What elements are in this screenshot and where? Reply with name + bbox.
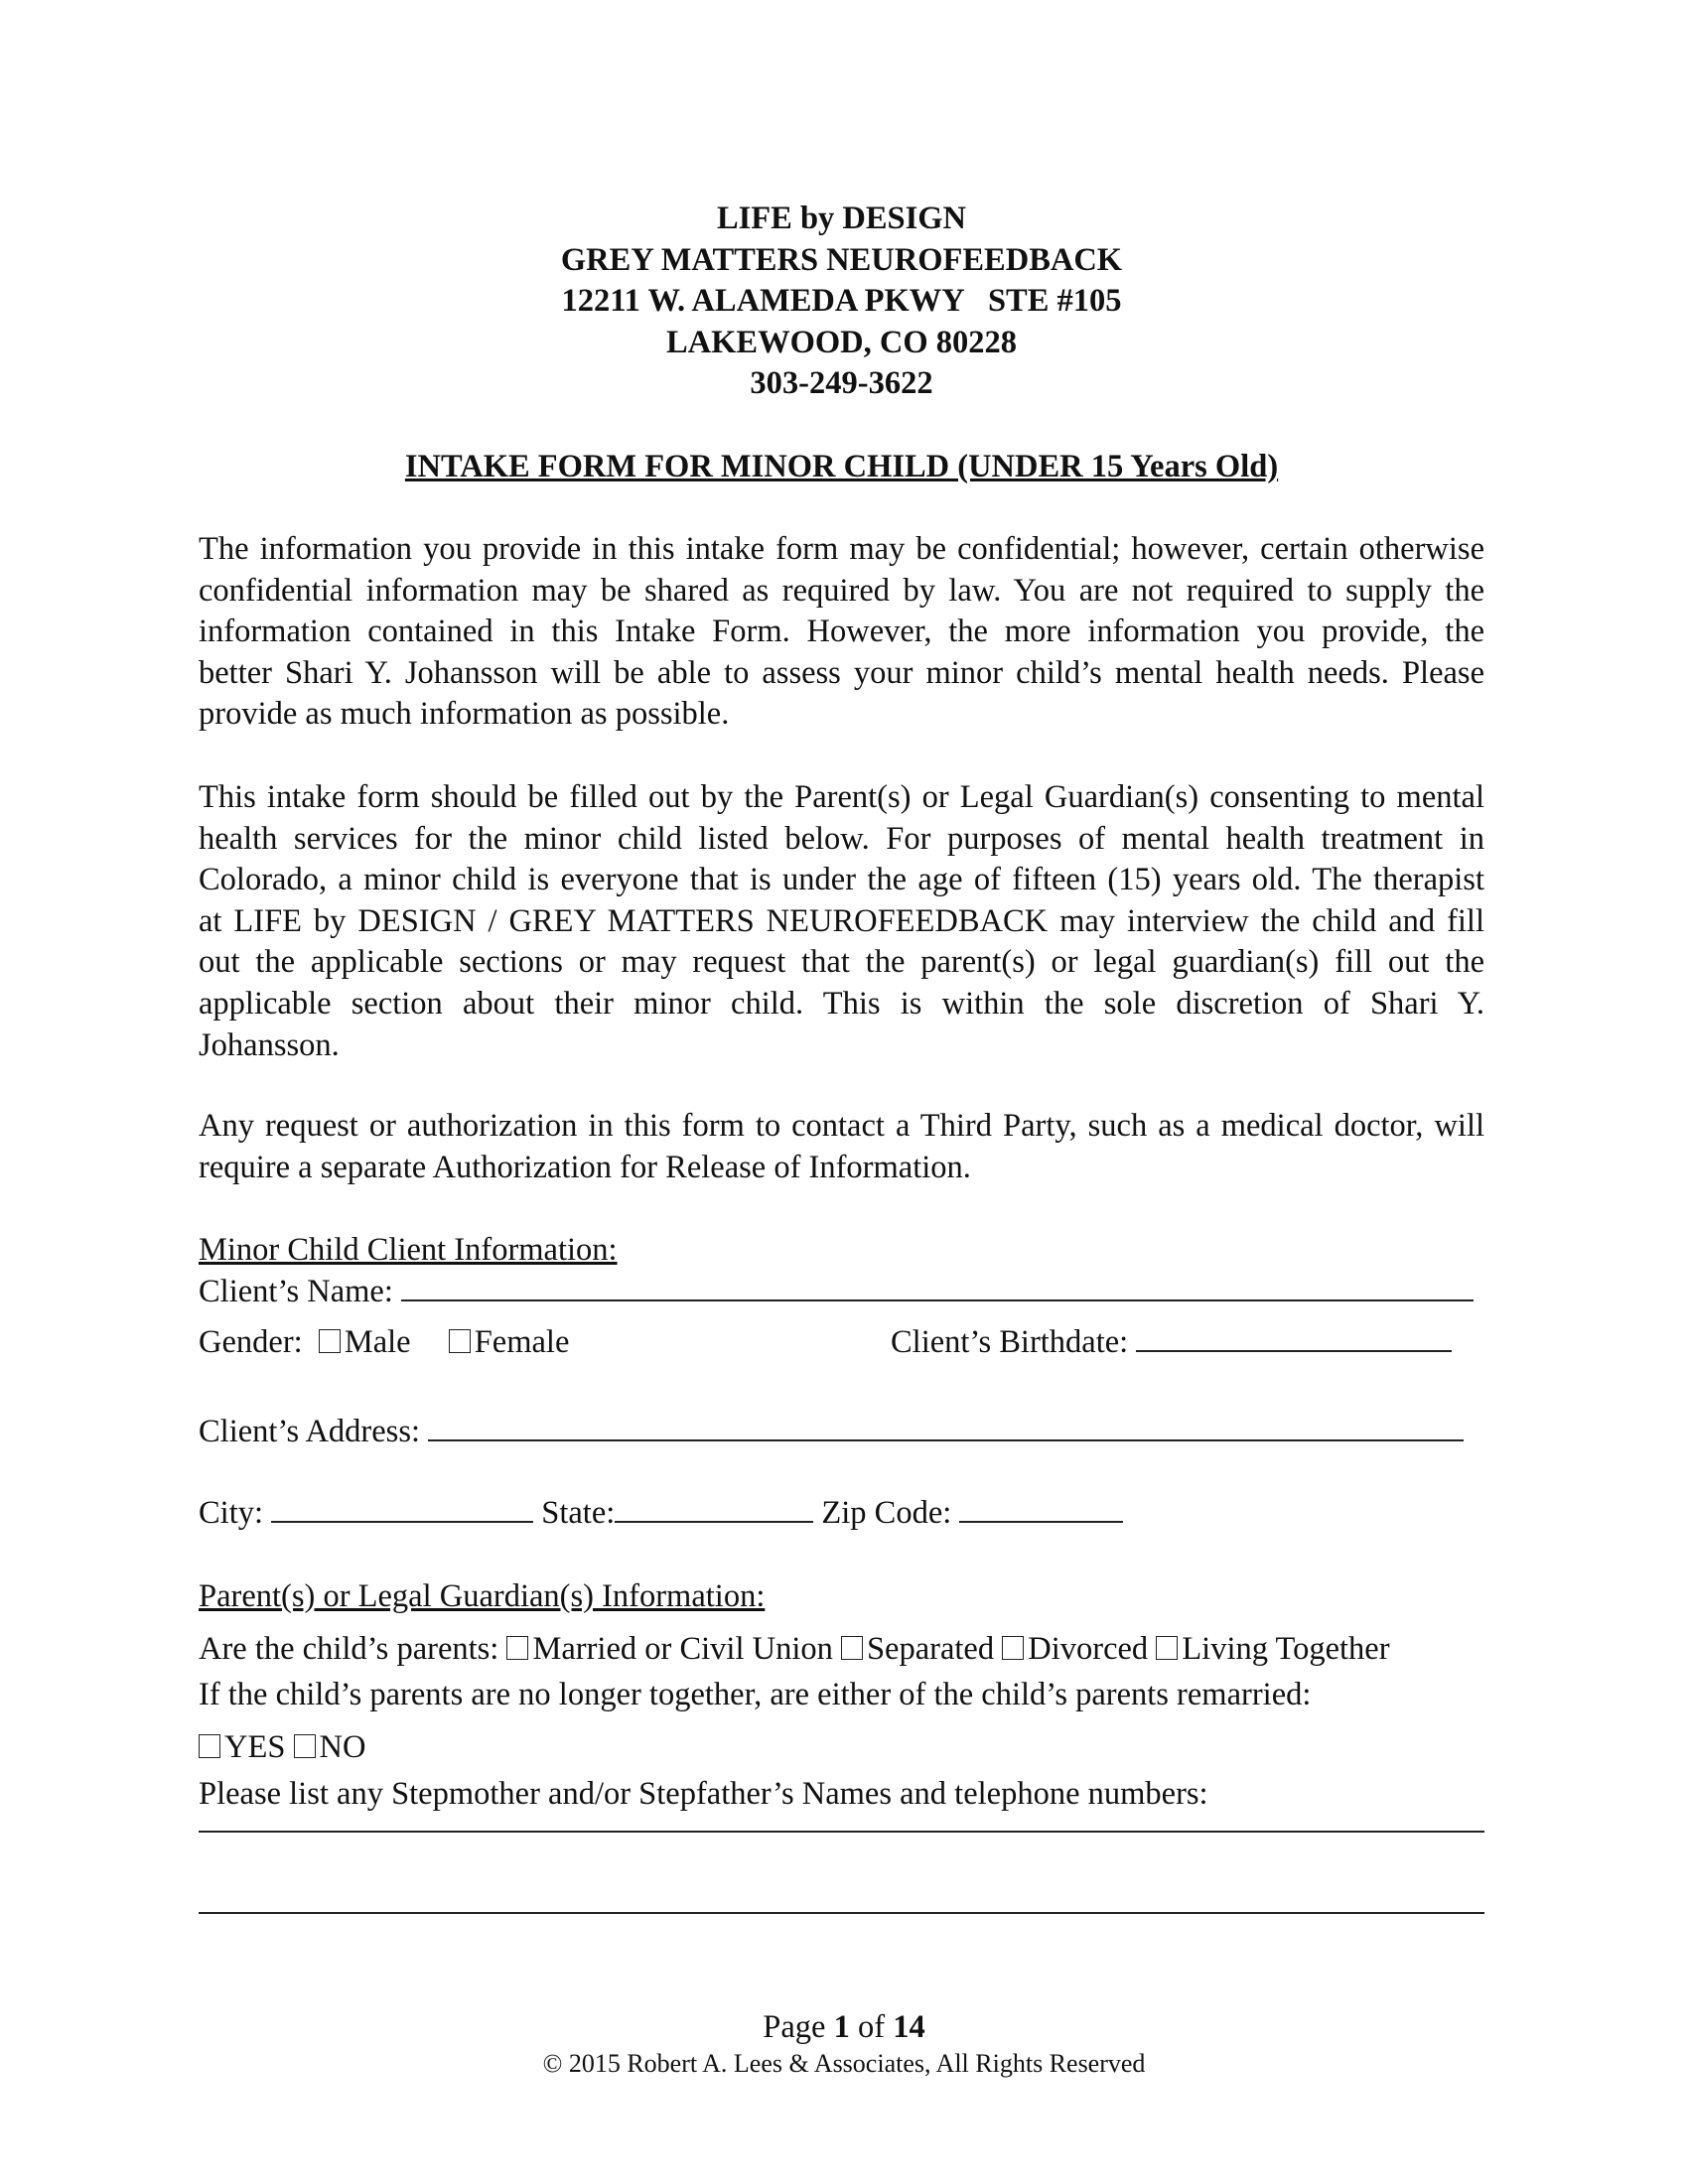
parents-status-label: Are the child’s parents: <box>199 1631 499 1667</box>
divorced-checkbox[interactable] <box>1002 1636 1024 1660</box>
female-checkbox[interactable] <box>449 1329 471 1353</box>
separated-checkbox[interactable] <box>841 1636 863 1660</box>
page-of: of <box>857 2009 886 2045</box>
married-label: Married or Civil Union <box>532 1631 833 1667</box>
letterhead-line: 303-249-3622 <box>750 365 933 402</box>
zip-label: Zip Code: <box>821 1495 952 1531</box>
letterhead <box>199 199 1484 405</box>
step-parents-field-2[interactable] <box>199 1912 1484 1914</box>
total-pages: 14 <box>893 2009 925 2045</box>
page-prefix: Page <box>763 2009 826 2045</box>
address-row <box>199 1412 1484 1453</box>
city-row <box>199 1493 1484 1535</box>
text-line: The information you provide in this intake form may be confidential; however, certain otherwise <box>199 531 1484 567</box>
paragraph-confidentiality <box>199 529 1484 736</box>
remarried-question: If the child’s parents are no longer together, are either of the child’s parents remarried: <box>199 1677 1312 1712</box>
yes-label: YES <box>224 1729 286 1765</box>
letterhead-line: LIFE by DESIGN <box>716 201 967 236</box>
no-label: NO <box>319 1729 366 1765</box>
client-name-label: Client’s Name: <box>199 1274 393 1309</box>
yes-checkbox[interactable] <box>199 1734 220 1758</box>
living-together-label: Living Together <box>1182 1631 1390 1667</box>
city-label: City: <box>199 1495 264 1531</box>
birthdate-label: Client’s Birthdate: <box>891 1324 1129 1360</box>
client-name-field[interactable] <box>401 1272 1474 1301</box>
text-line: Johansson. <box>199 1026 340 1063</box>
text-line: require a separate Authorization for Release of Information. <box>199 1149 971 1185</box>
no-checkbox[interactable] <box>294 1734 316 1758</box>
text-line: This intake form should be filled out by the Parent(s) or Legal Guardian(s) consenting to mental <box>199 779 1484 815</box>
letterhead-line: GREY MATTERS NEUROFEEDBACK <box>560 241 1123 278</box>
text-line: Colorado, a minor child is everyone that is under the age of fifteen (15) years old. The therapist <box>199 862 1484 898</box>
client-name-row <box>199 1272 1484 1313</box>
text-line: Any request or authorization in this form to contact a Third Party, such as a medical doctor, will <box>199 1108 1484 1144</box>
text-line: information contained in this Intake Form. However, the more information you provide, the <box>199 614 1484 650</box>
paragraph-third-party <box>199 1106 1484 1188</box>
text-line: out the applicable sections or may request that the parent(s) or legal guardian(s) fill out the <box>199 944 1484 981</box>
male-checkbox[interactable] <box>319 1329 341 1353</box>
paragraph-who-fills <box>199 777 1484 1066</box>
form-title: INTAKE FORM FOR MINOR CHILD (UNDER 15 Years Old) <box>404 449 1279 484</box>
parents-status-row <box>199 1629 1484 1671</box>
page-number <box>0 2006 1688 2048</box>
step-parents-label: Please list any Stepmother and/or Stepfather’s Names and telephone numbers: <box>199 1776 1208 1812</box>
letterhead-line: LAKEWOOD, CO 80228 <box>665 324 1017 360</box>
female-label: Female <box>474 1324 570 1360</box>
male-label: Male <box>344 1324 411 1360</box>
current-page: 1 <box>833 2009 850 2045</box>
parents-info-heading: Parent(s) or Legal Guardian(s) Information: <box>199 1578 766 1614</box>
text-line: confidential information may be shared as required by law. You are not required to supply the <box>199 572 1484 609</box>
remarried-row <box>199 1727 1484 1769</box>
married-checkbox[interactable] <box>506 1636 528 1660</box>
text-line: applicable section about their minor child. This is within the sole discretion of Shari Y. <box>199 985 1484 1022</box>
copyright: © 2015 Robert A. Lees & Associates, All Rights Reserved <box>542 2049 1146 2078</box>
state-label: State: <box>541 1495 616 1531</box>
letterhead-line: 12211 W. ALAMEDA PKWY STE #105 <box>561 283 1122 320</box>
address-label: Client’s Address: <box>199 1414 420 1449</box>
gender-label: Gender: <box>199 1324 303 1360</box>
birthdate-group <box>891 1322 1452 1364</box>
minor-info-heading: Minor Child Client Information: <box>199 1232 618 1268</box>
city-field[interactable] <box>271 1493 533 1523</box>
text-line: better Shari Y. Johansson will be able to assess your minor child’s mental health needs. Please <box>199 654 1484 691</box>
address-field[interactable] <box>428 1412 1464 1441</box>
living-together-checkbox[interactable] <box>1156 1636 1178 1660</box>
gender-row <box>199 1322 1484 1364</box>
birthdate-field[interactable] <box>1136 1322 1452 1352</box>
text-line: provide as much information as possible. <box>199 696 730 733</box>
separated-label: Separated <box>866 1631 995 1667</box>
text-line: at LIFE by DESIGN / GREY MATTERS NEUROFEEDBACK may interview the child and fill <box>199 902 1484 939</box>
zip-field[interactable] <box>959 1493 1123 1523</box>
state-field[interactable] <box>615 1493 813 1523</box>
step-parents-field-1[interactable] <box>199 1831 1484 1833</box>
divorced-label: Divorced <box>1028 1631 1149 1667</box>
text-line: health services for the minor child listed below. For purposes of mental health treatment in <box>199 820 1484 857</box>
